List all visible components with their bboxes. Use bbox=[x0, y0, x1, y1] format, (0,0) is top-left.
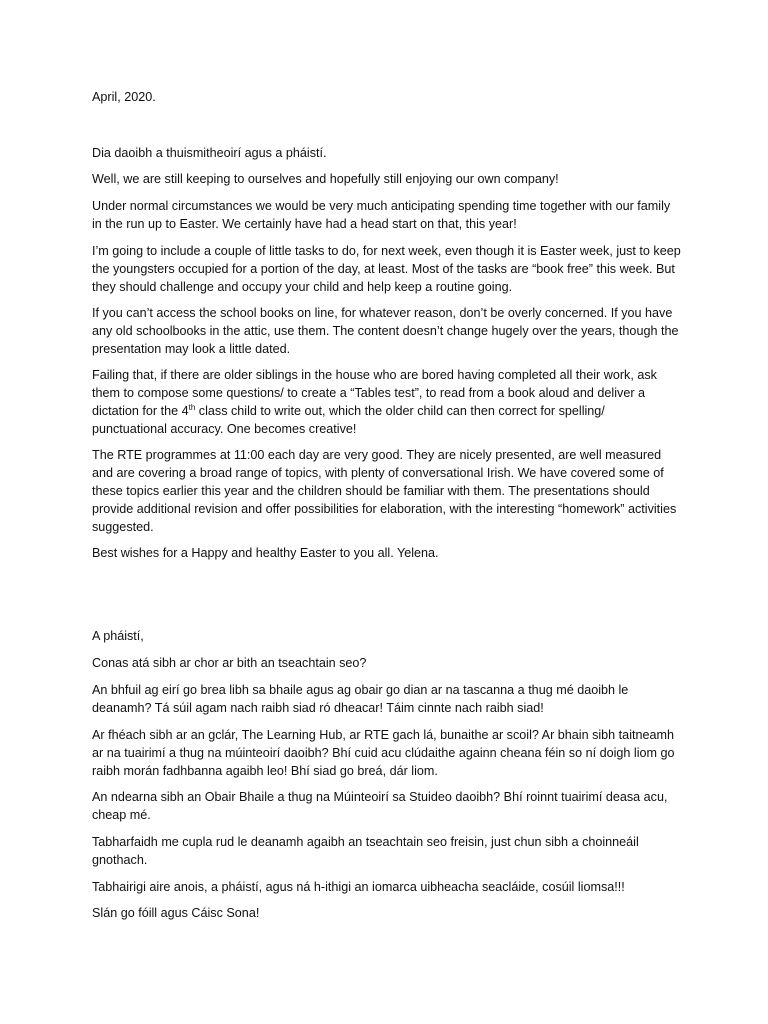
letter-paragraph: Well, we are still keeping to ourselves and hopefully still enjoying our own company! bbox=[92, 172, 559, 186]
letter-paragraph: Ar fhéach sibh ar an gclár, The Learning Hub, ar RTE gach lá, bunaithe ar scoil? Ar bhain sibh taitneamh ar na tuairimí a thug na múinteoirí daoibh? Bhí cuid acu clúdaithe againn cheana féin so ní doigh liom go raibh morán fadhbanna agaibh leo! Bhí siad go breá, dár liom. bbox=[92, 728, 675, 778]
letter-paragraph: An ndearna sibh an Obair Bhaile a thug na Múinteoirí sa Stuideo daoibh? Bhí roinnt tuairimí deasa acu, cheap mé. bbox=[92, 790, 668, 822]
letter-signoff: Slán go fóill agus Cáisc Sona! bbox=[92, 906, 260, 920]
letter-date: April, 2020. bbox=[92, 90, 156, 104]
paragraph-text: class child to write out, which the older child can then correct for spelling/ punctuational accuracy. One becomes creative! bbox=[92, 404, 605, 436]
letter-paragraph: I’m going to include a couple of little tasks to do, for next week, even though it is Easter week, just to keep the youngsters occupied for a portion of the day, at least. Most of the tasks are “book free” this week. But they should challenge and occupy your child and help keep a routine going. bbox=[92, 244, 681, 294]
letter-paragraph: Tabhairigi aire anois, a pháistí, agus ná h-ithigi an iomarca uibheacha seacláide, cosúil liomsa!!! bbox=[92, 880, 625, 894]
letter-paragraph: An bhfuil ag eirí go brea libh sa bhaile agus ag obair go dian ar na tascanna a thug mé daoibh le deanamh? Tá súil agam nach raibh siad ró dheacar! Táim cinnte nach raibh siad! bbox=[92, 683, 629, 715]
paragraph-text: Failing that, if there are older siblings in the house who are bored having completed all their work, ask them to compose some questions/ to create a “Tables test”, to read from a book aloud and deliver a dictation for the 4 bbox=[92, 368, 657, 418]
letter-paragraph: The RTE programmes at 11:00 each day are very good. They are nicely presented, are well measured and are covering a broad range of topics, with plenty of conversational Irish. We have covered some of these topics earlier this year and the children should be familiar with them. The presentations should provide additional revision and offer possibilities for elaboration, with the interesting “homework” activities suggested. bbox=[92, 448, 677, 534]
letter-paragraph: If you can’t access the school books on line, for whatever reason, don’t be overly concerned. If you have any old schoolbooks in the attic, use them. The content doesn’t change hugely over the years, though the presentation may look a little dated. bbox=[92, 306, 679, 356]
letter-greeting: A pháistí, bbox=[92, 629, 144, 643]
letter-paragraph: Under normal circumstances we would be very much anticipating spending time together with our family in the run up to Easter. We certainly have had a head start on that, this year! bbox=[92, 199, 671, 231]
letter-paragraph: Conas atá sibh ar chor ar bith an tseachtain seo? bbox=[92, 656, 367, 670]
letter-paragraph bbox=[92, 366, 682, 438]
letter-greeting: Dia daoibh a thuismitheoirí agus a pháistí. bbox=[92, 146, 327, 160]
ordinal-suffix: th bbox=[188, 402, 196, 412]
letter-signoff: Best wishes for a Happy and healthy Easter to you all. Yelena. bbox=[92, 546, 439, 560]
letter-paragraph: Tabharfaidh me cupla rud le deanamh agaibh an tseachtain seo freisin, just chun sibh a choinneáil gnothach. bbox=[92, 835, 639, 867]
